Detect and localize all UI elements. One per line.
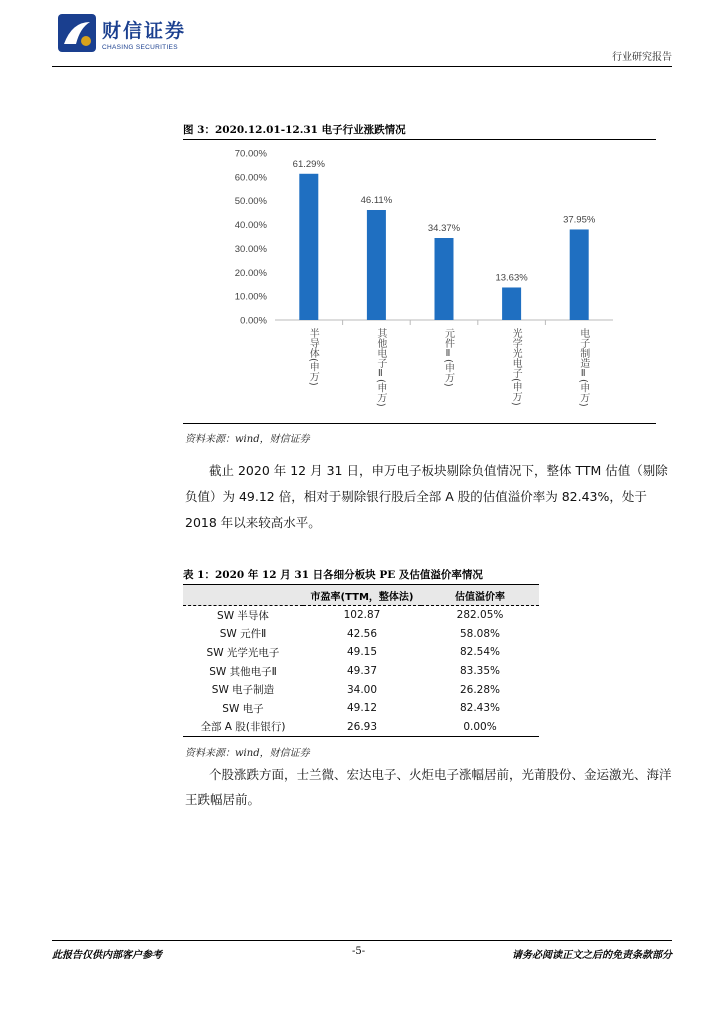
x-category-label: 光学光电子(申万) — [510, 328, 522, 406]
x-category-label: 半导体(申万) — [307, 328, 319, 386]
table-cell: 102.87 — [343, 609, 381, 622]
table-cell: SW 半导体 — [217, 609, 269, 622]
table-header-cell: 估值溢价率 — [421, 585, 539, 606]
table-row — [183, 680, 539, 699]
table-cell: SW 光学光电子 — [206, 646, 280, 659]
table-cell: 83.35% — [459, 665, 501, 678]
table-cell: 49.15 — [346, 646, 378, 659]
table-row — [183, 699, 539, 718]
figure-source: 资料来源：wind，财信证券 — [185, 434, 310, 445]
table-cell: 49.12 — [346, 702, 378, 715]
table-row — [183, 718, 539, 737]
figure-bottom-rule — [183, 423, 656, 424]
y-tick-label: 70.00% — [234, 148, 267, 160]
logo-name-en: CHASING SECURITIES — [102, 44, 178, 51]
x-category-label: 电子制造Ⅱ(申万) — [577, 328, 589, 407]
y-tick-label: 20.00% — [234, 267, 267, 279]
table-cell: SW 其他电子Ⅱ — [209, 665, 277, 678]
y-tick-label: 10.00% — [234, 291, 267, 303]
page-number: -5- — [352, 946, 366, 957]
bar — [367, 210, 386, 320]
bar-value-label: 34.37% — [427, 223, 461, 235]
y-tick-label: 50.00% — [234, 196, 267, 208]
table-cell: 282.05% — [456, 609, 504, 622]
body-paragraph-2: 个股涨跌方面，士兰微、宏达电子、火炬电子涨幅居前，光莆股份、金运激光、海洋王跌幅居前。 — [185, 767, 672, 807]
bar — [435, 238, 454, 320]
header-divider — [52, 66, 672, 67]
table-cell: 82.54% — [459, 646, 501, 659]
table-row — [183, 625, 539, 644]
x-category-label: 元件Ⅱ(申万) — [442, 328, 454, 387]
company-logo — [58, 14, 198, 58]
bar — [299, 174, 318, 320]
table-header-row — [183, 585, 539, 606]
figure-caption: 图 3：2020.12.01-12.31 电子行业涨跌情况 — [183, 124, 406, 136]
table-cell: 34.00 — [346, 683, 378, 696]
bar-value-label: 46.11% — [360, 194, 393, 206]
report-type-label: 行业研究报告 — [612, 52, 672, 63]
y-tick-label: 60.00% — [234, 172, 267, 184]
valuation-table — [183, 584, 539, 737]
y-tick-label: 30.00% — [234, 243, 267, 255]
table-row — [183, 643, 539, 662]
logo-mark-icon — [58, 14, 96, 52]
bar-value-label: 13.63% — [495, 272, 528, 284]
table-caption: 表 1：2020 年 12 月 31 日各细分板块 PE 及估值溢价率情况 — [183, 569, 483, 581]
bar-chart — [183, 140, 656, 422]
table-cell: 58.08% — [459, 627, 501, 640]
table-cell: 26.93 — [303, 718, 421, 737]
footer-divider — [52, 940, 672, 941]
bar-value-label: 37.95% — [563, 214, 596, 226]
table-row — [183, 606, 539, 625]
bar — [502, 287, 521, 320]
table-source: 资料来源：wind，财信证券 — [185, 748, 310, 759]
table-cell: 全部 A 股(非银行) — [183, 718, 303, 737]
x-category-label: 其他电子Ⅱ(申万) — [374, 328, 386, 407]
table-cell: SW 元件Ⅱ — [219, 628, 267, 641]
body-paragraph: 截止 2020 年 12 月 31 日，申万电子板块剔除负值情况下，整体 TTM 估值（剔除负值）为 49.12 倍，相对于剔除银行股后全部 A 股的估值溢价率为 82.43%，处于 2018 年以来较高水平。 — [185, 463, 668, 530]
footer-disclaimer-right: 请务必阅读正文之后的免责条款部分 — [512, 950, 672, 961]
footer-disclaimer-left: 此报告仅供内部客户参考 — [52, 950, 162, 961]
table-cell: 82.43% — [459, 702, 501, 715]
table-cell: 49.37 — [346, 665, 378, 678]
bar — [570, 229, 589, 320]
table-row — [183, 662, 539, 681]
table-header-cell — [183, 585, 303, 606]
bar-value-label: 61.29% — [292, 158, 325, 170]
y-tick-label: 0.00% — [240, 315, 267, 327]
table-cell: 42.56 — [346, 627, 378, 640]
table-cell: SW 电子制造 — [211, 684, 275, 697]
table-cell: SW 电子 — [222, 702, 264, 715]
logo-name-cn: 财信证券 — [102, 20, 187, 42]
y-tick-label: 40.00% — [234, 220, 267, 232]
table-cell: 26.28% — [459, 683, 501, 696]
table-header-cell: 市盈率(TTM，整体法) — [303, 585, 421, 606]
table-cell: 0.00% — [421, 718, 539, 737]
